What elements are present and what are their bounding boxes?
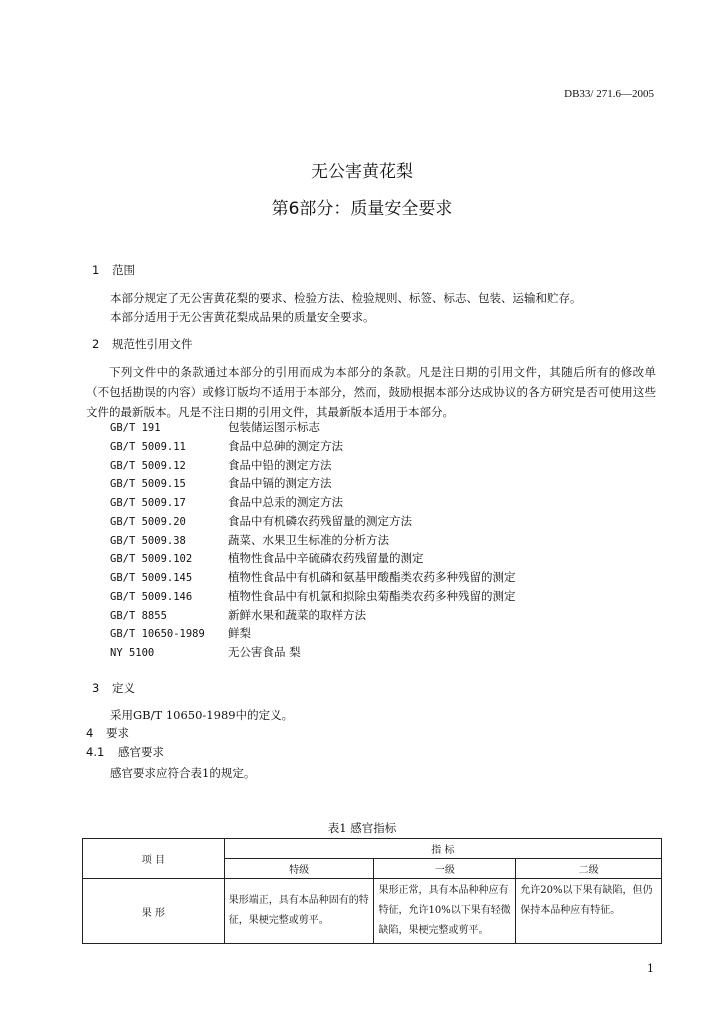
page-number: 1 — [647, 962, 654, 975]
cell-second: 允许20%以下果有缺陷，但仍保持本品种应有特征。 — [516, 879, 662, 944]
reference-title: 食品中总砷的测定方法 — [228, 438, 343, 453]
paragraph: 感官要求应符合表1的规定。 — [110, 766, 256, 780]
paragraph: 采用GB/T 10650-1989中的定义。 — [110, 708, 294, 722]
paragraph: 本部分适用于无公害黄花梨成品果的质量安全要求。 — [110, 310, 375, 324]
reference-item — [110, 493, 630, 512]
reference-code: GB/T 5009.20 — [110, 515, 186, 528]
header-index: 指 标 — [224, 839, 661, 859]
reference-code: GB/T 5009.38 — [110, 534, 186, 547]
cell-premium: 果形端正，具有本品种固有的特征，果梗完整或剪平。 — [224, 879, 374, 944]
grade-premium: 特级 — [224, 859, 374, 879]
section-title: 要求 — [106, 726, 129, 740]
reference-code: GB/T 10650-1989 — [110, 628, 205, 641]
reference-code: GB/T 5009.15 — [110, 478, 186, 491]
reference-code: GB/T 191 — [110, 422, 161, 434]
section-4-heading — [86, 725, 129, 741]
reference-title: 植物性食品中辛硫磷农药残留量的测定 — [228, 551, 424, 566]
reference-item — [110, 587, 630, 606]
reference-title: 鲜梨 — [228, 626, 251, 641]
grade-first: 一级 — [374, 859, 516, 879]
section-number: 3 — [92, 681, 100, 695]
reference-item — [110, 606, 630, 625]
reference-item — [110, 643, 630, 662]
section-title: 定义 — [112, 681, 135, 695]
table-row — [83, 879, 662, 944]
row-item: 果 形 — [83, 879, 225, 944]
sensory-index-table — [82, 838, 662, 944]
document-title: 无公害黄花梨 — [311, 162, 413, 182]
table-header-row — [83, 839, 662, 859]
reference-title: 新鲜水果和蔬菜的取样方法 — [228, 607, 366, 622]
reference-item — [110, 531, 630, 550]
reference-item — [110, 418, 630, 437]
reference-code: GB/T 5009.11 — [110, 440, 186, 453]
reference-item — [110, 456, 630, 475]
reference-item — [110, 624, 630, 643]
reference-title: 植物性食品中有机磷和氨基甲酸酯类农药多种残留的测定 — [228, 570, 516, 584]
standard-number: DB33/ 271.6—2005 — [564, 88, 654, 100]
reference-item — [110, 568, 630, 587]
table-caption: 表1 感官指标 — [327, 821, 397, 835]
reference-item — [110, 474, 630, 493]
section-2-heading — [92, 336, 193, 352]
normative-references-intro: 下列文件中的条款通过本部分的引用而成为本部分的条款。凡是注日期的引用文件，其随后所有的修改单（不包括勘误的内容）或修订版均不适用于本部分，然而，鼓励根据本部分达成协议的各方研究是否可使用这些文件的最新版本。凡是不注日期的引用文件，其最新版本适用于本部分。 — [86, 365, 656, 419]
reference-code: GB/T 5009.17 — [110, 497, 186, 509]
document-subtitle: 第6部分：质量安全要求 — [271, 199, 453, 219]
reference-code: GB/T 5009.146 — [110, 590, 193, 603]
reference-title: 食品中镉的测定方法 — [228, 476, 332, 491]
reference-title: 食品中有机磷农药残留量的测定方法 — [228, 513, 412, 528]
reference-code: GB/T 5009.12 — [110, 459, 186, 472]
header-item: 项 目 — [83, 839, 225, 879]
reference-title: 食品中总汞的测定方法 — [228, 495, 343, 509]
paragraph: 本部分规定了无公害黄花梨的要求、检验方法、检验规则、标签、标志、包装、运输和贮存。 — [110, 291, 582, 305]
section-number: 4 — [86, 726, 94, 740]
reference-code: GB/T 5009.102 — [110, 553, 193, 566]
reference-title: 无公害食品 梨 — [228, 645, 301, 659]
section-title: 范围 — [112, 263, 135, 277]
reference-item — [110, 549, 630, 568]
reference-title: 植物性食品中有机氯和拟除虫菊酯类农药多种残留的测定 — [228, 588, 516, 603]
grade-second: 二级 — [516, 859, 662, 879]
section-number: 2 — [92, 337, 100, 351]
section-title: 感官要求 — [118, 745, 164, 759]
reference-code: GB/T 8855 — [110, 609, 167, 622]
reference-title: 食品中铅的测定方法 — [228, 457, 332, 472]
reference-item — [110, 512, 630, 531]
section-4-1-heading — [86, 744, 164, 760]
section-1-heading — [92, 262, 135, 278]
reference-title: 包装储运图示标志 — [228, 420, 320, 434]
cell-first: 果形正常，具有本品种种应有特征，允许10%以下果有轻微缺陷，果梗完整或剪平。 — [374, 879, 516, 944]
reference-item — [110, 437, 630, 456]
reference-list — [110, 418, 630, 662]
reference-code: GB/T 5009.145 — [110, 572, 193, 584]
reference-code: NY 5100 — [110, 647, 155, 659]
section-title: 规范性引用文件 — [112, 337, 193, 351]
section-number: 1 — [92, 263, 100, 277]
section-number: 4.1 — [86, 745, 105, 759]
reference-title: 蔬菜、水果卫生标准的分析方法 — [228, 532, 389, 547]
section-3-heading — [92, 680, 135, 696]
